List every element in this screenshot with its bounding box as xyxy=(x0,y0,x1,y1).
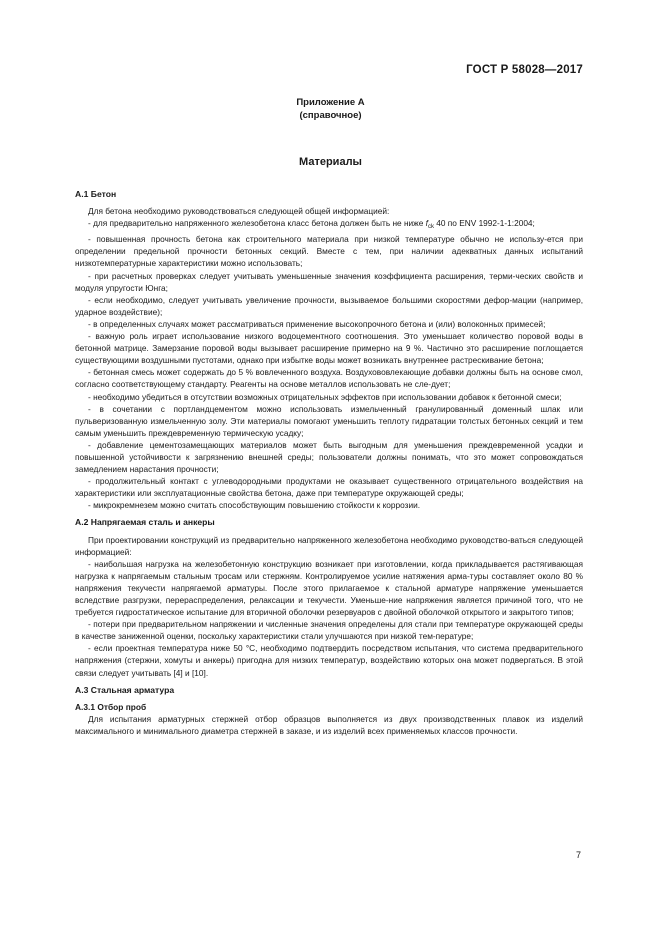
paragraph: При проектировании конструкций из предварительно напряженного железобетона необходимо руководство-ваться следующей информацией: xyxy=(75,534,583,557)
section-a3-heading: А.3 Стальная арматура xyxy=(75,684,175,695)
list-item: - в сочетании с портландцементом можно использовать измельченный гранулированный доменный шлак или пульверизованную измельченную золу. Эти материалы помогают уменьшить теплоту гидратации толстых бетонных секций и тем самым уменьшить преждевременную термическую усадку; xyxy=(75,403,583,438)
page-number: 7 xyxy=(575,850,581,860)
list-item: - повышенная прочность бетона как строительного материала при низкой температуре обычно не использу-ется при определении предельной прочности бетонных секций. Вместе с тем, при наличии адекватных данных испытаний низкотемпературные характеристики можно использовать; xyxy=(75,234,583,269)
paragraph: Для бетона необходимо руководствоваться следующей общей информацией: xyxy=(88,206,390,217)
list-item-text: - для предварительно напряженного железобетона класс бетона должен быть не ниже xyxy=(88,218,426,229)
formula-symbol: f xyxy=(425,218,428,229)
list-item: - микрокремнезем можно считать способствующим повышению стойкости к коррозии. xyxy=(88,500,421,511)
list-item: - необходимо убедиться в отсутствии возможных отрицательных эффектов при использовании добавок к бетонной смеси; xyxy=(88,391,562,402)
list-item: - в определенных случаях может рассматриваться применение высокопрочного бетона и (или) волоконных примесей; xyxy=(88,318,546,329)
document-body xyxy=(75,183,583,737)
list-item: - потери при предварительном напряжении и численные значения определены для стали при температуре окружающей среды в качестве заниженной оценки, поскольку характеристики стали улучшаются при низкой тем-пературе; xyxy=(75,619,583,642)
page-title: Материалы xyxy=(299,156,362,168)
paragraph: Для испытания арматурных стержней отбор образцов выполняется из двух производственных плавок из изделий максимального и минимального диаметра стержней в заказе, и из изделий всех применяемых классов прочности. xyxy=(75,713,583,736)
list-item: - бетонная смесь может содержать до 5 % вовлеченного воздуха. Воздухововлекающие добавки должны быть на основе смол, согласно соответствующему стандарту. Реагенты на основе металлов использовать не сле-дует; xyxy=(75,367,583,390)
list-item: - если проектная температура ниже 50 °С, необходимо подтвердить посредством испытания, что система предварительного напряжения (стержни, хомуты и анкеры) пригодна для низких температур, воздействию которых она может подвергаться. В этой связи следует учитывать [4] и [10]. xyxy=(75,643,583,678)
list-item: - добавление цементозамещающих материалов может быть выгодным для уменьшения преждевременной усадки и повышенной устойчивости к загрязнению внешней среды; пользователи должны понимать, что это может сопровождаться замедлением нарастания прочности; xyxy=(75,439,583,475)
list-item: - при расчетных проверках следует учитывать уменьшенные значения коэффициента расширения, терми-ческих свойств и модуля упругости Юнга; xyxy=(75,270,583,293)
appendix-type: (справочное) xyxy=(299,110,362,121)
list-item-text: 40 по ENV 1992-1-1:2004; xyxy=(433,218,535,229)
standard-code: ГОСТ Р 58028—2017 xyxy=(466,64,583,76)
list-item: - наибольшая нагрузка на железобетонную конструкцию возникает при изготовлении, когда прикладывается растягивающая нагрузка к напрягаемым стальным тросам или стержням. Контролируемое усилие натяжения арма-туры составляет около 80 % напряжения текучести напрягаемой арматуры. После этого прилагаемое к стальной арматуре напряжение уменьшается вследствие разгрузки, перераспределения, релаксации и текучести. Уменьше-ние напряжения является причиной того, что не требуется гидростатическое испытание для вторичной оболочки резервуаров с двойной оболочкой открытого и закрытого типов; xyxy=(75,558,583,618)
section-a1-heading: А.1 Бетон xyxy=(75,189,117,199)
section-a2-heading: А.2 Напрягаемая сталь и анкеры xyxy=(75,517,215,528)
list-item: - важную роль играет использование низкого водоцементного соотношения. Это уменьшает количество поровой воды в бетонной матрице. Замерзание поровой воды вызывает расширение примерно на 9 %. Частично это расширение поглощается существующими воздушными пустотами, однако при избытке воды может возникать внутреннее растрескивание бетона; xyxy=(75,331,583,366)
list-item xyxy=(75,217,583,233)
list-item: - продолжительный контакт с углеводородными продуктами не оказывает существенного отрицательного воздействия на характеристики или эксплуатационные свойства бетона, даже при температуре окружающей среды; xyxy=(75,476,583,499)
subsection-a31-heading: А.3.1 Отбор проб xyxy=(75,701,147,712)
appendix-label xyxy=(0,96,661,122)
formula-subscript: ck xyxy=(427,224,434,231)
list-item: - если необходимо, следует учитывать увеличение прочности, вызываемое большими скоростями дефор-мации (например, ударное воздействие); xyxy=(75,294,583,317)
appendix-title: Приложение А xyxy=(296,97,365,108)
